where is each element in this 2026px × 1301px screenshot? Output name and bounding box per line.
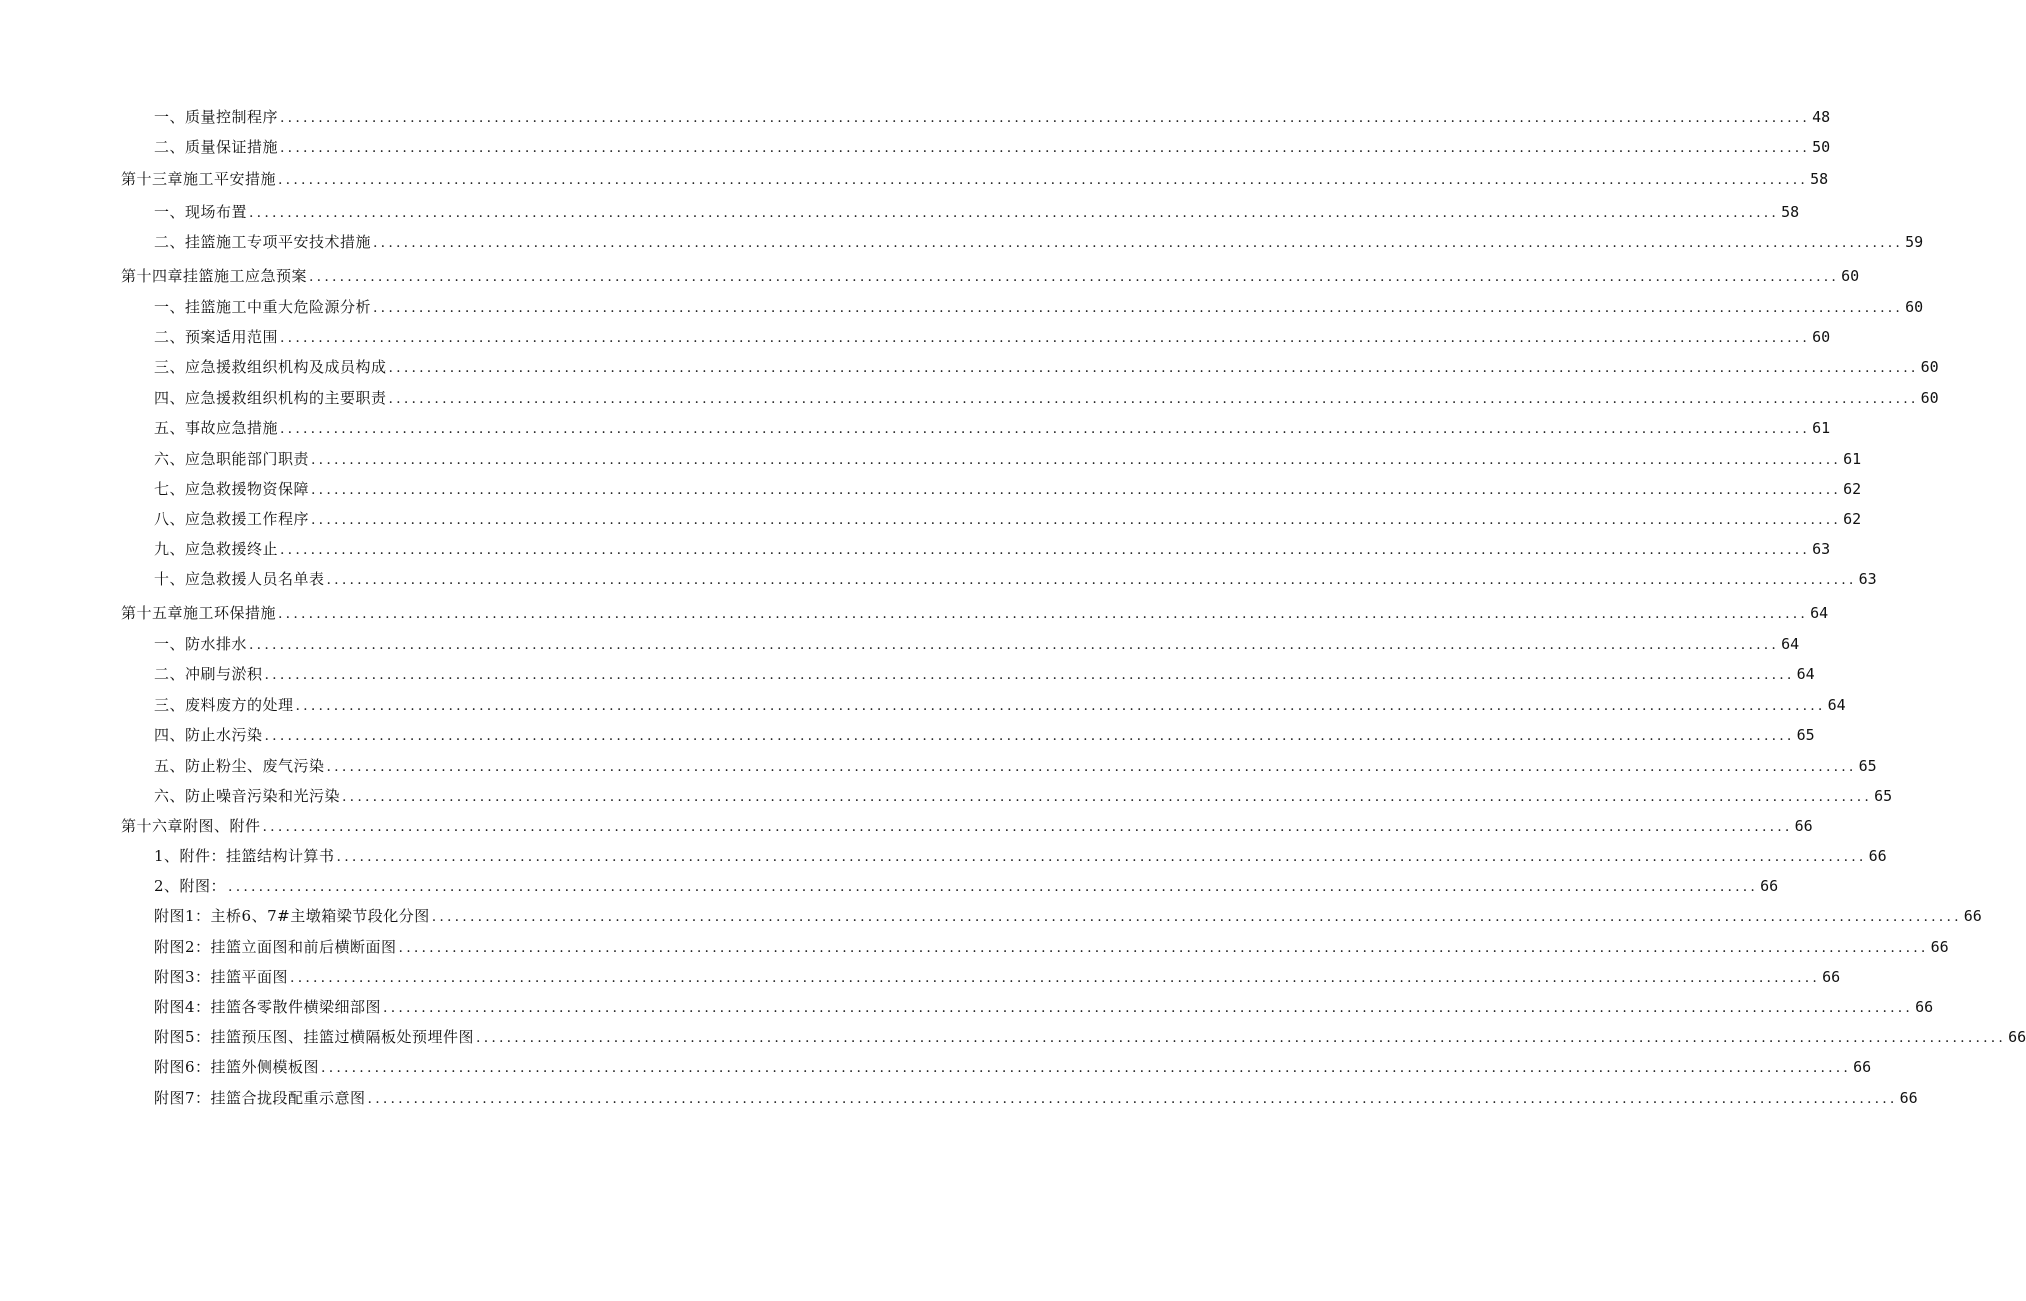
toc-entry-page: 58 xyxy=(1781,203,1800,221)
toc-entry-page: 63 xyxy=(1812,540,1831,558)
toc-entry-page: 66 xyxy=(1794,817,1813,835)
toc-entry-page: 65 xyxy=(1874,787,1893,805)
toc-entry-title: 二、质量保证措施 xyxy=(154,138,279,156)
toc-entry-page: 66 xyxy=(2008,1028,2026,1046)
toc-entry-title: 附图3：挂篮平面图 xyxy=(154,968,289,986)
toc-entry-page: 66 xyxy=(1915,998,1934,1016)
toc-entry[interactable] xyxy=(154,997,1934,1018)
toc-leader-dots: ........................................................................................................................................................................................................ xyxy=(264,728,1795,744)
toc-entry[interactable] xyxy=(154,388,1939,409)
toc-leader-dots: ........................................................................................................................................................................................................ xyxy=(249,637,1780,653)
toc-leader-dots: ........................................................................................................................................................................................................ xyxy=(342,789,1873,805)
toc-entry[interactable] xyxy=(154,1027,2026,1048)
toc-entry-title: 一、质量控制程序 xyxy=(154,108,279,126)
toc-entry-page: 60 xyxy=(1905,298,1924,316)
toc-entry[interactable] xyxy=(154,357,1939,378)
toc-entry[interactable] xyxy=(154,1088,1918,1109)
toc-leader-dots: ........................................................................................................................................................................................................ xyxy=(388,391,1919,407)
toc-entry-title: 五、事故应急措施 xyxy=(154,419,279,437)
toc-entry-title: 二、冲刷与淤积 xyxy=(154,665,263,683)
toc-leader-dots: ........................................................................................................................................................................................................ xyxy=(367,1091,1898,1107)
toc-entry-title: 一、现场布置 xyxy=(154,203,248,221)
toc-entry[interactable] xyxy=(154,1057,1872,1078)
toc-entry-title: 1、附件：挂篮结构计算书 xyxy=(154,847,335,865)
toc-entry-page: 60 xyxy=(1920,389,1939,407)
toc-entry[interactable] xyxy=(154,509,1862,530)
toc-entry[interactable] xyxy=(154,756,1877,777)
toc-entry-page: 48 xyxy=(1812,108,1831,126)
toc-entry-title: 八、应急救援工作程序 xyxy=(154,510,310,528)
toc-entry-page: 66 xyxy=(1868,847,1887,865)
toc-entry-title: 六、应急职能部门职责 xyxy=(154,450,310,468)
toc-chapter-entry[interactable] xyxy=(121,169,1829,190)
toc-entry[interactable] xyxy=(154,725,1815,746)
toc-entry[interactable] xyxy=(154,664,1815,685)
toc-entry-page: 64 xyxy=(1796,665,1815,683)
toc-leader-dots: ........................................................................................................................................................................................................ xyxy=(309,269,1840,285)
toc-entry-title: 附图4：挂篮各零散件横梁细部图 xyxy=(154,998,382,1016)
toc-leader-dots: ........................................................................................................................................................................................................ xyxy=(280,110,1811,126)
toc-entry-page: 65 xyxy=(1858,757,1877,775)
toc-entry-page: 66 xyxy=(1853,1058,1872,1076)
toc-entry[interactable] xyxy=(154,232,1924,253)
toc-entry[interactable] xyxy=(154,202,1800,223)
toc-entry[interactable] xyxy=(154,695,1846,716)
toc-entry-title: 第十四章挂篮施工应急预案 xyxy=(121,267,308,285)
toc-entry[interactable] xyxy=(154,327,1831,348)
toc-entry-title: 附图6：挂篮外侧模板图 xyxy=(154,1058,320,1076)
toc-entry-title: 第十五章施工环保措施 xyxy=(121,604,277,622)
toc-chapter-entry[interactable] xyxy=(121,603,1829,624)
toc-entry-page: 65 xyxy=(1796,726,1815,744)
toc-entry-title: 十、应急救援人员名单表 xyxy=(154,570,325,588)
toc-entry-page: 66 xyxy=(1963,907,1982,925)
toc-entry[interactable] xyxy=(154,137,1831,158)
toc-chapter-entry[interactable] xyxy=(121,816,1813,837)
toc-leader-dots: ........................................................................................................................................................................................................ xyxy=(295,698,1826,714)
toc-entry-page: 66 xyxy=(1760,877,1779,895)
toc-leader-dots: ........................................................................................................................................................................................................ xyxy=(311,452,1842,468)
toc-entry-title: 一、挂篮施工中重大危险源分析 xyxy=(154,298,372,316)
toc-leader-dots: ........................................................................................................................................................................................................ xyxy=(280,330,1811,346)
toc-leader-dots: ........................................................................................................................................................................................................ xyxy=(280,140,1811,156)
toc-entry-page: 64 xyxy=(1781,635,1800,653)
toc-entry-page: 58 xyxy=(1810,170,1829,188)
toc-entry-page: 62 xyxy=(1843,480,1862,498)
toc-entry-title: 九、应急救援终止 xyxy=(154,540,279,558)
toc-leader-dots: ........................................................................................................................................................................................................ xyxy=(383,1000,1914,1016)
toc-leader-dots: ........................................................................................................................................................................................................ xyxy=(326,572,1857,588)
toc-entry-title: 六、防止噪音污染和光污染 xyxy=(154,787,341,805)
toc-entry[interactable] xyxy=(154,569,1877,590)
toc-entry[interactable] xyxy=(154,539,1831,560)
toc-leader-dots: ........................................................................................................................................................................................................ xyxy=(336,849,1867,865)
toc-entry-title: 第十三章施工平安措施 xyxy=(121,170,277,188)
toc-leader-dots: ........................................................................................................................................................................................................ xyxy=(311,512,1842,528)
toc-entry-page: 62 xyxy=(1843,510,1862,528)
toc-entry-title: 五、防止粉尘、废气污染 xyxy=(154,757,325,775)
toc-leader-dots: ........................................................................................................................................................................................................ xyxy=(228,879,1759,895)
toc-entry-page: 64 xyxy=(1827,696,1846,714)
toc-entry-page: 60 xyxy=(1841,267,1860,285)
toc-entry-title: 四、应急援救组织机构的主要职责 xyxy=(154,389,387,407)
toc-entry-page: 59 xyxy=(1905,233,1924,251)
toc-entry-page: 66 xyxy=(1930,938,1949,956)
toc-leader-dots: ........................................................................................................................................................................................................ xyxy=(373,300,1904,316)
toc-entry[interactable] xyxy=(154,967,1841,988)
toc-entry[interactable] xyxy=(154,449,1862,470)
toc-chapter-entry[interactable] xyxy=(121,266,1860,287)
toc-entry-page: 60 xyxy=(1812,328,1831,346)
toc-entry-page: 60 xyxy=(1920,358,1939,376)
toc-entry-page: 61 xyxy=(1843,450,1862,468)
toc-entry-page: 66 xyxy=(1822,968,1841,986)
toc-entry[interactable] xyxy=(154,876,1779,897)
toc-entry[interactable] xyxy=(154,297,1924,318)
toc-entry-title: 2、附图： xyxy=(154,877,227,895)
toc-leader-dots: ........................................................................................................................................................................................................ xyxy=(476,1030,2007,1046)
toc-entry-title: 四、防止水污染 xyxy=(154,726,263,744)
toc-leader-dots: ........................................................................................................................................................................................................ xyxy=(280,542,1811,558)
toc-leader-dots: ........................................................................................................................................................................................................ xyxy=(264,667,1795,683)
toc-entry-title: 三、应急援救组织机构及成员构成 xyxy=(154,358,387,376)
toc-entry-page: 61 xyxy=(1812,419,1831,437)
toc-entry[interactable] xyxy=(154,479,1862,500)
toc-leader-dots: ........................................................................................................................................................................................................ xyxy=(321,1060,1852,1076)
toc-leader-dots: ........................................................................................................................................................................................................ xyxy=(280,421,1811,437)
toc-entry-title: 二、预案适用范围 xyxy=(154,328,279,346)
toc-entry-title: 第十六章附图、附件 xyxy=(121,817,261,835)
toc-entry-page: 63 xyxy=(1858,570,1877,588)
toc-leader-dots: ........................................................................................................................................................................................................ xyxy=(398,940,1929,956)
toc-entry[interactable] xyxy=(154,786,1893,807)
toc-entry-title: 附图5：挂篮预压图、挂篮过横隔板处预埋件图 xyxy=(154,1028,475,1046)
toc-leader-dots: ........................................................................................................................................................................................................ xyxy=(388,360,1919,376)
toc-leader-dots: ........................................................................................................................................................................................................ xyxy=(431,909,1962,925)
toc-entry-title: 附图2：挂篮立面图和前后横断面图 xyxy=(154,938,397,956)
toc-leader-dots: ........................................................................................................................................................................................................ xyxy=(326,759,1857,775)
toc-entry-page: 64 xyxy=(1810,604,1829,622)
toc-entry[interactable] xyxy=(154,418,1831,439)
toc-entry-page: 66 xyxy=(1899,1089,1918,1107)
toc-entry[interactable] xyxy=(154,846,1887,867)
toc-entry-title: 附图7：挂篮合拢段配重示意图 xyxy=(154,1089,366,1107)
toc-entry[interactable] xyxy=(154,937,1949,958)
toc-leader-dots: ........................................................................................................................................................................................................ xyxy=(373,235,1904,251)
toc-entry[interactable] xyxy=(154,906,1982,927)
toc-entry[interactable] xyxy=(154,634,1800,655)
toc-leader-dots: ........................................................................................................................................................................................................ xyxy=(278,172,1809,188)
toc-leader-dots: ........................................................................................................................................................................................................ xyxy=(262,819,1793,835)
toc-entry-title: 三、废料废方的处理 xyxy=(154,696,294,714)
toc-leader-dots: ........................................................................................................................................................................................................ xyxy=(278,606,1809,622)
toc-entry-page: 50 xyxy=(1812,138,1831,156)
toc-entry[interactable] xyxy=(154,107,1831,128)
toc-entry-title: 一、防水排水 xyxy=(154,635,248,653)
toc-entry-title: 七、应急救援物资保障 xyxy=(154,480,310,498)
toc-leader-dots: ........................................................................................................................................................................................................ xyxy=(290,970,1821,986)
toc-entry-title: 二、挂篮施工专项平安技术措施 xyxy=(154,233,372,251)
toc-leader-dots: ........................................................................................................................................................................................................ xyxy=(311,482,1842,498)
toc-leader-dots: ........................................................................................................................................................................................................ xyxy=(249,205,1780,221)
toc-entry-title: 附图1：主桥6、7#主墩箱梁节段化分图 xyxy=(154,907,430,925)
